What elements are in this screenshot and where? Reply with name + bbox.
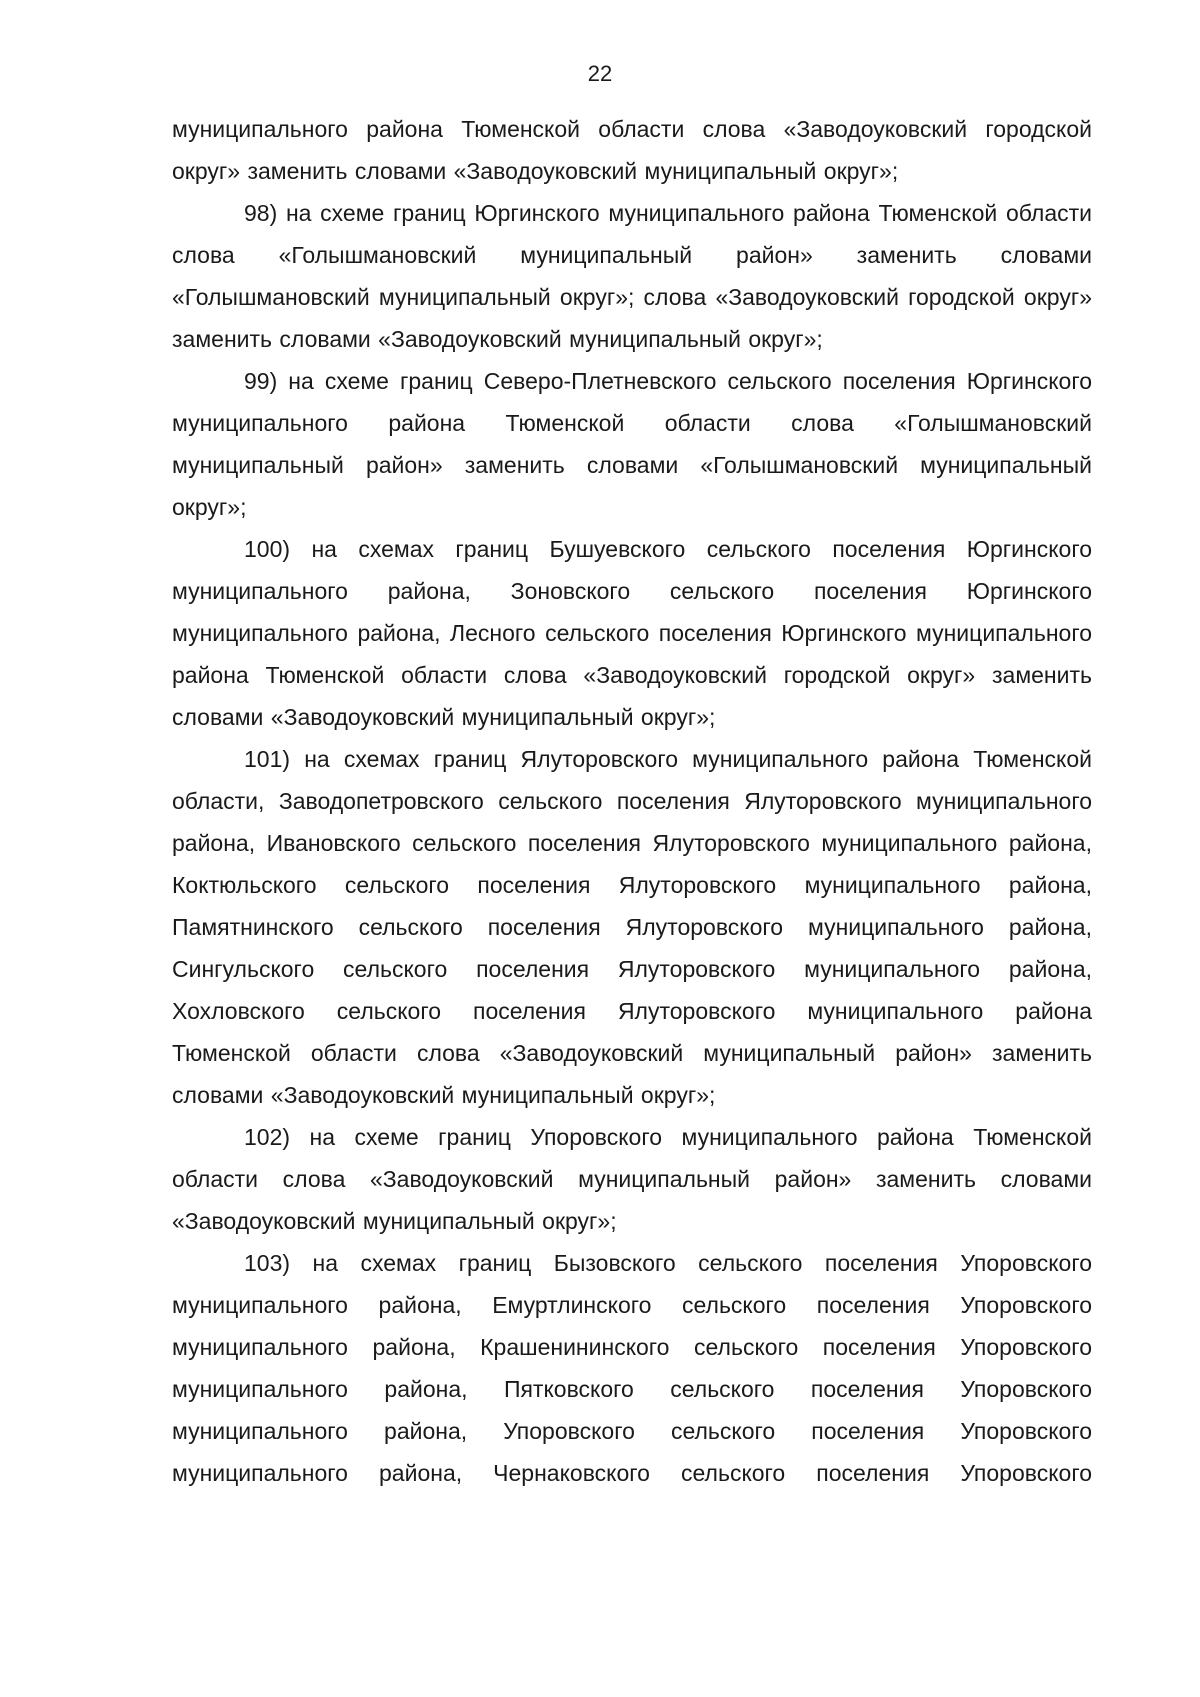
paragraph-item-98: 98) на схеме границ Юргинского муниципального района Тюменской области слова «Голышмановский муниципальный район» заменить словами «Голышмановский муниципальный округ»; слова «Заводоуковский городской округ» заменить словами «Заводоуковский муниципальный округ»; <box>172 200 1092 352</box>
paragraph-item-101: 101) на схемах границ Ялуторовского муниципального района Тюменской области, Заводопетровского сельского поселения Ялуторовского муниципального района, Ивановского сельского поселения Ялуторовского муниципального района, Коктюльского сельского поселения Ялуторовского муниципального района, Памятнинского сельского поселения Ялуторовского муниципального района, Сингульского сельского поселения Ялуторовского муниципального района, Хохловского сельского поселения Ялуторовского муниципального района Тюменской области слова «Заводоуковский муниципальный район» заменить словами «Заводоуковский муниципальный округ»; <box>172 746 1092 1108</box>
paragraph-item-103: 103) на схемах границ Бызовского сельского поселения Упоровского муниципального района, Емуртлинского сельского поселения Упоровского муниципального района, Крашенининского сельского поселения Упоровского муниципального района, Пятковского сельского поселения Упоровского муниципального района, Упоровского сельского поселения Упоровского муниципального района, Чернаковского сельского поселения Упоровского <box>172 1250 1092 1486</box>
document-body <box>172 108 1092 1494</box>
paragraph-item-102: 102) на схеме границ Упоровского муниципального района Тюменской области слова «Заводоуковский муниципальный район» заменить словами «Заводоуковский муниципальный округ»; <box>172 1124 1092 1234</box>
paragraph-item-100: 100) на схемах границ Бушуевского сельского поселения Юргинского муниципального района, Зоновского сельского поселения Юргинского муниципального района, Лесного сельского поселения Юргинского муниципального района Тюменской области слова «Заводоуковский городской округ» заменить словами «Заводоуковский муниципальный округ»; <box>172 536 1092 730</box>
page-number: 22 <box>587 61 613 86</box>
paragraph-item-99: 99) на схеме границ Северо-Плетневского сельского поселения Юргинского муниципального района Тюменской области слова «Голышмановский муниципальный район» заменить словами «Голышмановский муниципальный округ»; <box>172 368 1092 520</box>
paragraph-continuation: муниципального района Тюменской области слова «Заводоуковский городской округ» заменить словами «Заводоуковский муниципальный округ»; <box>172 116 1092 184</box>
